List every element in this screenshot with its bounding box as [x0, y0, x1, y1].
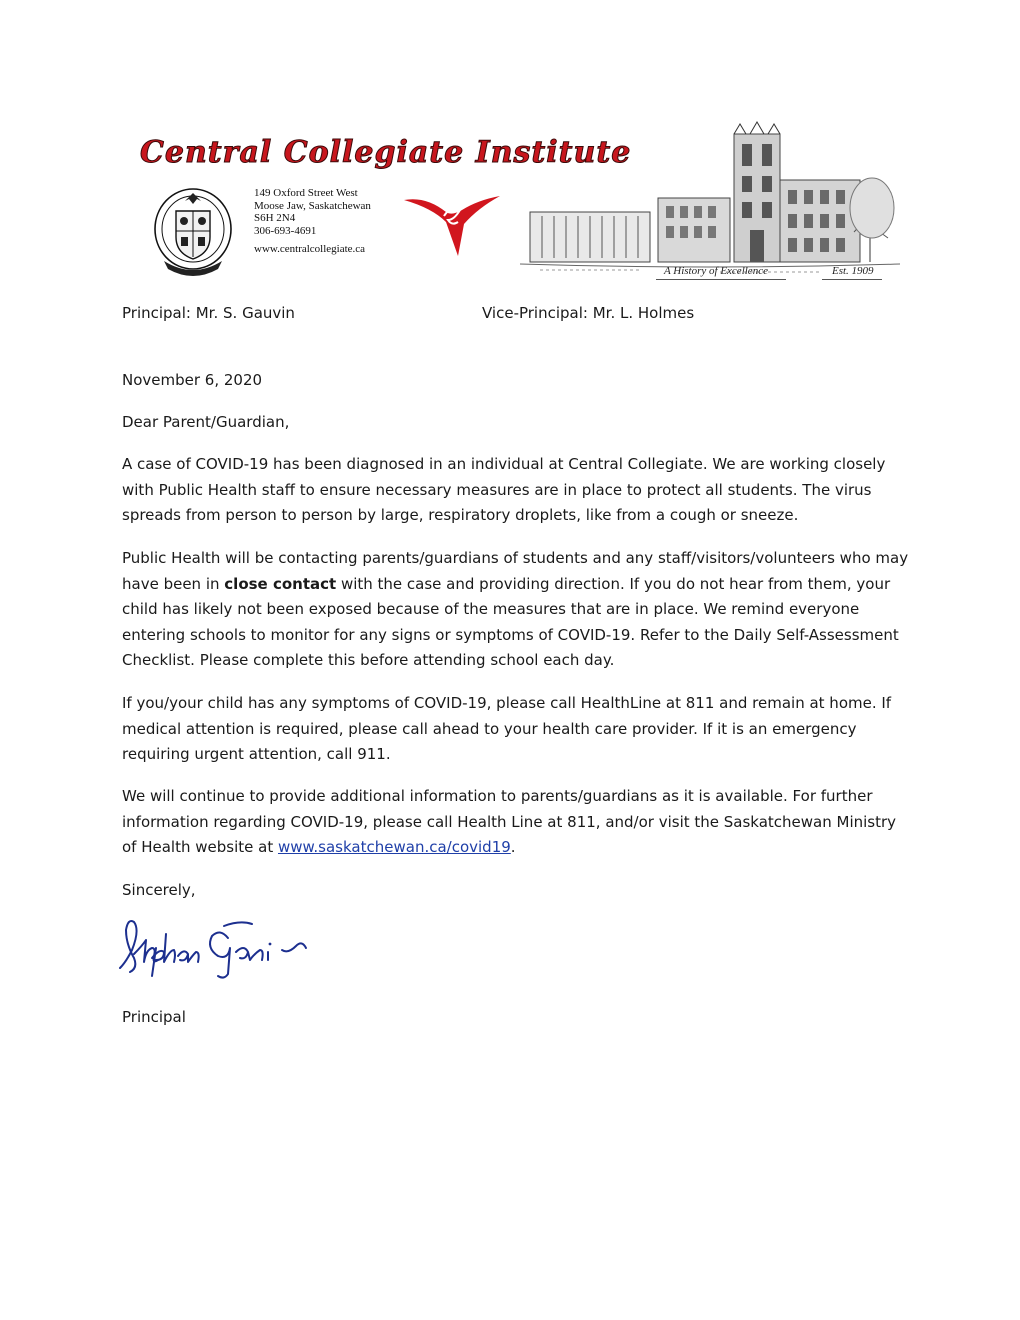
signer-title: Principal [122, 1008, 186, 1026]
tagline: A History of Excellence [664, 265, 768, 277]
paragraph-3 [122, 691, 912, 768]
paragraph-2-text-start: Public Health will be contacting parents/guardians of students and any staff/visitors/volunteers who may have been in [122, 549, 909, 593]
paragraph-4-period: . [510, 838, 516, 856]
letterhead [130, 120, 900, 290]
covid19-website-link[interactable]: www.saskatchewan.ca/covid19 [277, 838, 511, 856]
address-website: www.centralcollegiate.ca [254, 243, 366, 255]
handwritten-signature [112, 910, 312, 982]
tagline-underline [656, 279, 786, 280]
address-postal: S6H 2N4 [254, 212, 296, 224]
paragraph-1 [122, 452, 912, 529]
red-swoosh-emblem-icon [402, 190, 502, 260]
letter-date: November 6, 2020 [122, 371, 263, 389]
salutation: Dear Parent/Guardian, [122, 413, 290, 431]
close-contact-emphasis: close contact [224, 574, 337, 593]
paragraph-4 [122, 784, 912, 861]
address-street: 149 Oxford Street West [254, 187, 358, 199]
paragraph-2 [122, 546, 912, 674]
paragraph-1-text: A case of COVID-19 has been diagnosed in an individual at Central Collegiate. We are working closely with Public Health staff to ensure necessary measures are in place to protect all students. The virus spreads from person to person by large, respiratory droplets, like from a cough or sneeze. [122, 455, 886, 524]
school-crest-icon [152, 185, 234, 277]
paragraph-2-text-end: with the case and providing direction. If you do not hear from them, your child has likely not been exposed because of the measures that are in place. We remind everyone entering schools to monitor for any signs or symptoms of COVID-19. Refer to the Daily Self-Assessment Checklist. Please complete this before attending school each day. [122, 574, 899, 669]
address-phone: 306-693-4691 [254, 224, 317, 237]
school-name-logo: Central Collegiate Institute [140, 135, 632, 170]
school-building-sketch [520, 120, 900, 280]
school-address [254, 187, 371, 256]
closing: Sincerely, [122, 881, 196, 899]
vice-principal-name: Vice-Principal: Mr. L. Holmes [482, 304, 695, 322]
paragraph-3-text: If you/your child has any symptoms of COVID-19, please call HealthLine at 811 and remain at home. If medical attention is required, please call ahead to your health care provider. If it is an emergency requiring urgent attention, call 911. [122, 694, 892, 763]
established-year: Est. 1909 [832, 265, 874, 277]
address-city: Moose Jaw, Saskatchewan [254, 199, 371, 212]
est-underline [822, 279, 882, 280]
paragraph-4-text: We will continue to provide additional information to parents/guardians as it is available. For further information regarding COVID-19, please call Health Line at 811, and/or visit the Saskatchewan Ministry of Health website at [122, 787, 897, 856]
principal-name: Principal: Mr. S. Gauvin [122, 304, 295, 322]
